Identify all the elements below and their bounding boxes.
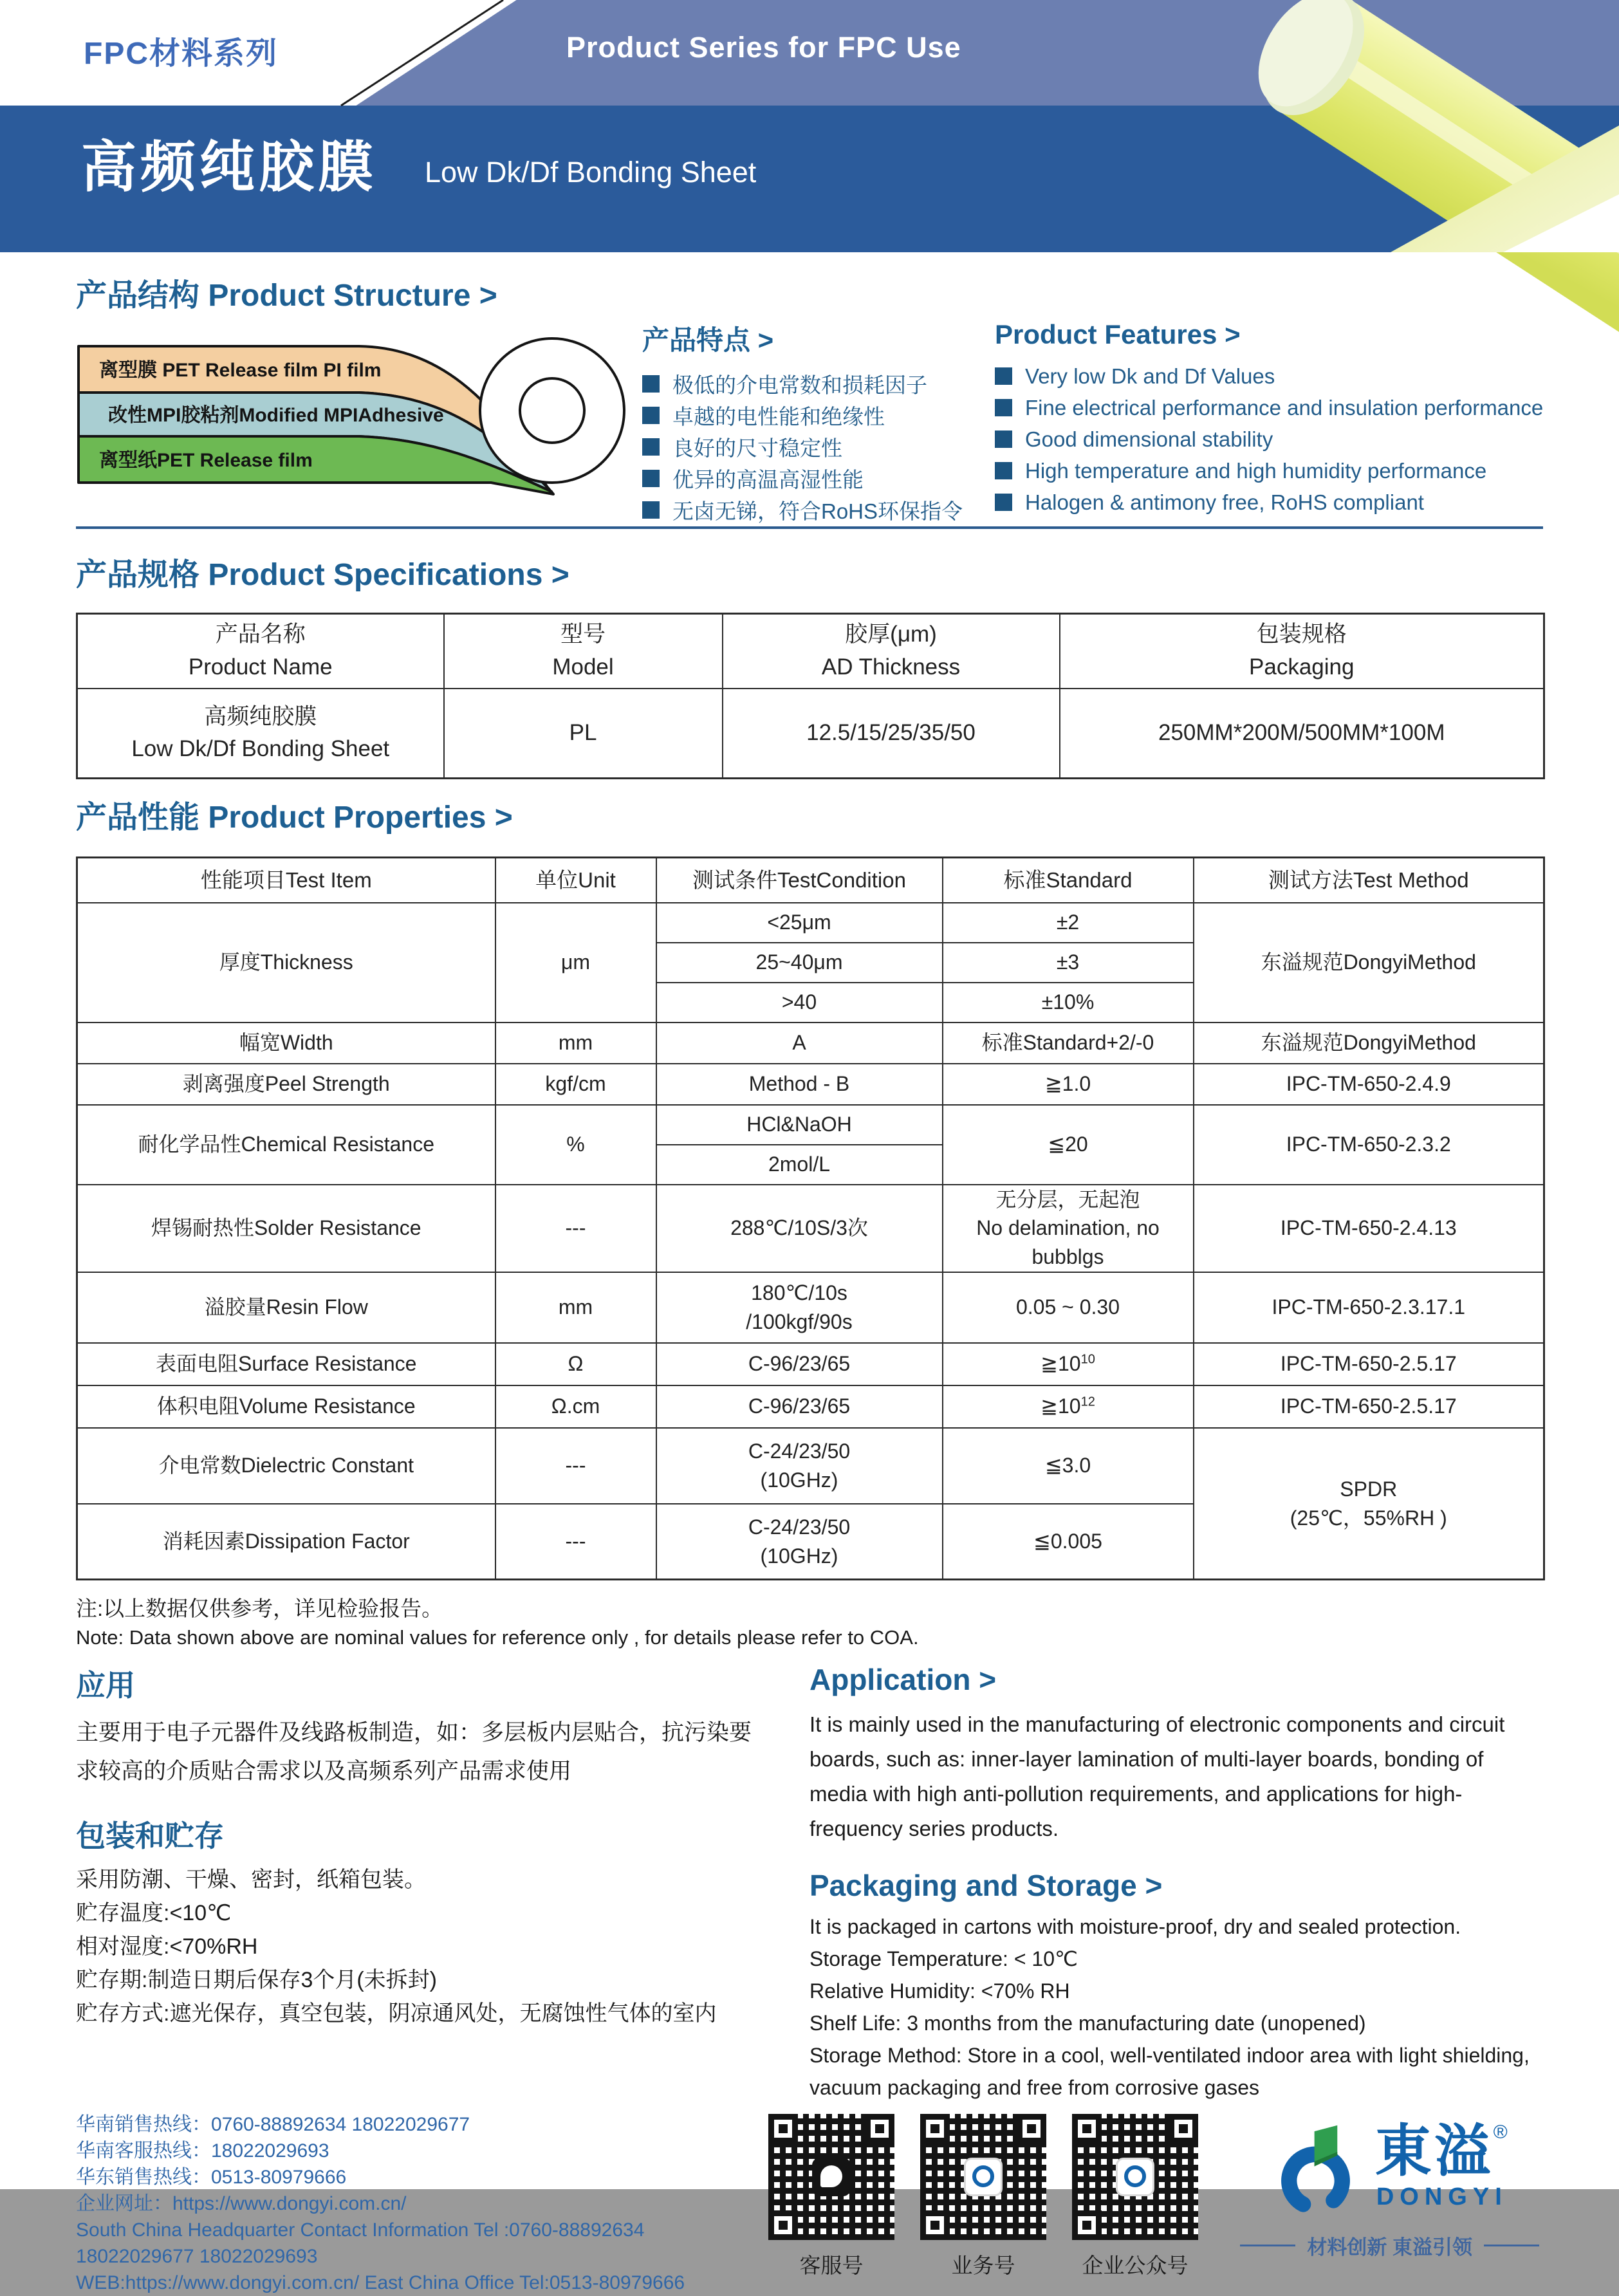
resin-cond-line2: /100kgf/90s xyxy=(746,1310,853,1333)
company-logo xyxy=(1240,2111,1543,2260)
qr-code-image xyxy=(768,2114,894,2240)
specifications-table xyxy=(76,613,1545,779)
cell-surface-item: 表面电阻Surface Resistance xyxy=(77,1343,495,1385)
cell-chemical-std: ≦20 xyxy=(943,1105,1194,1185)
page-title-cn: 高频纯胶膜 xyxy=(81,136,377,198)
application-heading-en: Application > xyxy=(810,1663,997,1697)
wechat-icon xyxy=(812,2158,851,2196)
feature-item xyxy=(642,463,990,494)
cell-solder-method: IPC-TM-650-2.4.13 xyxy=(1194,1185,1544,1272)
layer-label-adhesive: 改性MPI胶粘剂Modified MPIAdhesive xyxy=(108,405,444,426)
cell-resin-method: IPC-TM-650-2.3.17.1 xyxy=(1194,1272,1544,1343)
cell-chemical-unit: % xyxy=(495,1105,656,1185)
storage-line: Storage Method: Store in a cool, well-ventilated indoor area with light shielding, vacuum packaging and free from corrosive gases xyxy=(810,2044,1530,2100)
cell-volume-item: 体积电阻Volume Resistance xyxy=(77,1385,495,1428)
cell-peel-method: IPC-TM-650-2.4.9 xyxy=(1194,1064,1544,1105)
cell-peel-unit: kgf/cm xyxy=(495,1064,656,1105)
props-col-standard: 标准Standard xyxy=(943,858,1194,903)
qr-official-account xyxy=(1072,2114,1198,2279)
layer-label-release-paper: 离型纸PET Release film xyxy=(99,450,313,471)
bullet-square-icon xyxy=(642,407,660,424)
contact-line: 华南销售热线：0760-88892634 18022029677 xyxy=(76,2114,470,2136)
storage-line: Storage Temperature: < 10℃ xyxy=(810,1947,1078,1971)
spec-value-en: Low Dk/Df Bonding Sheet xyxy=(131,736,390,762)
features-cn-block xyxy=(642,319,990,526)
contact-info xyxy=(76,2111,764,2296)
feature-text: 极低的介电常数和损耗因子 xyxy=(672,373,927,397)
cell-chemical-cond1: HCl&NaOH xyxy=(656,1105,943,1145)
props-col-test-item: 性能项目Test Item xyxy=(77,858,495,903)
qr-finder-icon xyxy=(1017,2114,1046,2143)
cell-thickness-item: 厚度Thickness xyxy=(77,903,495,1023)
dielectric-cond-line2: (10GHz) xyxy=(760,1468,838,1492)
storage-line: Shelf Life: 3 months from the manufacturing date (unopened) xyxy=(810,2012,1366,2035)
layer-label-release-film: 离型膜 PET Release film PI film xyxy=(99,360,382,381)
surface-std-base: ≧10 xyxy=(1041,1352,1081,1376)
application-body-cn: 主要用于电子元器件及线路板制造，如：多层板内层贴合，抗污染要求较高的介质贴合需求以及高频系列产品需求使用 xyxy=(76,1720,752,1784)
qr-label: 企业公众号 xyxy=(1082,2254,1189,2278)
spec-cell-product-name xyxy=(77,689,444,779)
spec-cell-model: PL xyxy=(444,689,723,779)
cell-width-item: 幅宽Width xyxy=(77,1023,495,1064)
storage-line: 采用防潮、干燥、密封，纸箱包装。 xyxy=(76,1867,426,1893)
spec-col-model xyxy=(444,614,723,689)
logo-text xyxy=(1374,2119,1508,2211)
cell-chemical-cond2: 2mol/L xyxy=(656,1145,943,1185)
section-heading-properties: 产品性能 Product Properties > xyxy=(76,801,513,835)
footer xyxy=(76,2111,1543,2296)
cell-surface-unit: Ω xyxy=(495,1343,656,1385)
volume-std-exponent: 12 xyxy=(1080,1394,1095,1409)
cell-surface-std xyxy=(943,1343,1194,1385)
cell-dissipation-item: 消耗因素Dissipation Factor xyxy=(77,1504,495,1580)
cell-surface-method: IPC-TM-650-2.5.17 xyxy=(1194,1343,1544,1385)
cell-surface-cond: C-96/23/65 xyxy=(656,1343,943,1385)
features-list-cn xyxy=(642,368,990,526)
structure-and-features-row xyxy=(76,319,1544,523)
feature-item xyxy=(995,360,1548,392)
spec-cell-packaging: 250MM*200M/500MM*100M xyxy=(1060,689,1544,779)
spec-value-cn: 高频纯胶膜 xyxy=(204,703,317,729)
row-volume xyxy=(77,1385,1544,1428)
storage-lines-en xyxy=(810,1911,1543,2104)
resin-cond-line1: 180℃/10s xyxy=(751,1281,847,1305)
storage-lines-cn xyxy=(76,1863,771,2030)
qr-business xyxy=(920,2114,1046,2279)
cell-width-cond: A xyxy=(656,1023,943,1064)
spec-col-packaging xyxy=(1060,614,1544,689)
storage-line: Relative Humidity: <70% RH xyxy=(810,1979,1070,2003)
cell-dissipation-cond xyxy=(656,1504,943,1580)
feature-item xyxy=(995,423,1548,455)
spdr-line1: SPDR xyxy=(1340,1477,1398,1501)
application-storage-section xyxy=(76,1662,1543,2104)
logo-mini-icon xyxy=(1124,2165,1146,2187)
tagline-text: 材料创新 東溢引领 xyxy=(1307,2236,1472,2259)
qr-finder-icon xyxy=(1072,2210,1102,2240)
logo-name-en: DONGYI xyxy=(1376,2183,1508,2211)
film-roll-image xyxy=(1207,0,1619,252)
layer-structure-diagram xyxy=(76,333,655,502)
spec-col-en: Product Name xyxy=(188,654,333,680)
cell-thickness-unit: μm xyxy=(495,903,656,1023)
logo-cn-row xyxy=(1374,2119,1508,2183)
spec-col-cn: 产品名称 xyxy=(215,622,306,647)
feature-text: 卓越的电性能和绝缘性 xyxy=(672,405,885,429)
cell-width-unit: mm xyxy=(495,1023,656,1064)
features-list-en xyxy=(995,360,1548,518)
logo-tagline-row xyxy=(1240,2231,1539,2260)
cell-chemical-method: IPC-TM-650-2.3.2 xyxy=(1194,1105,1544,1185)
cell-volume-unit: Ω.cm xyxy=(495,1385,656,1428)
cell-dielectric-unit: --- xyxy=(495,1428,656,1504)
feature-text: Halogen & antimony free, RoHS compliant xyxy=(1025,490,1424,514)
solder-std-line2: No delamination, no bubblgs xyxy=(976,1216,1160,1269)
note-en: Note: Data shown above are nominal values for reference only , for details please refer to COA. xyxy=(76,1626,919,1649)
spec-col-cn: 型号 xyxy=(560,622,606,647)
feature-item xyxy=(995,455,1548,486)
features-heading-cn: 产品特点 > xyxy=(642,325,774,355)
qr-code-group xyxy=(768,2111,1198,2279)
spec-col-cn: 包装规格 xyxy=(1256,622,1347,647)
contact-line: WEB:https://www.dongyi.com.cn/ East China Office Tel:0513-80979666 xyxy=(76,2272,685,2294)
surface-std-exponent: 10 xyxy=(1080,1352,1095,1367)
qr-code-image xyxy=(920,2114,1046,2240)
application-heading-cn: 应用 xyxy=(76,1669,135,1703)
row-solder xyxy=(77,1185,1544,1272)
props-col-condition: 测试条件TestCondition xyxy=(656,858,943,903)
contact-line: 华南客服热线：18022029693 xyxy=(76,2140,329,2162)
left-column-cn xyxy=(76,1662,771,2104)
row-width xyxy=(77,1023,1544,1064)
cell-thickness-cond2: 25~40μm xyxy=(656,943,943,983)
tagline-line-right xyxy=(1484,2245,1539,2246)
spec-cell-thickness: 12.5/15/25/35/50 xyxy=(723,689,1060,779)
right-column-en xyxy=(810,1662,1543,2104)
storage-line: It is packaged in cartons with moisture-proof, dry and sealed protection. xyxy=(810,1915,1461,1939)
cell-chemical-item: 耐化学品性Chemical Resistance xyxy=(77,1105,495,1185)
qr-finder-icon xyxy=(768,2114,798,2143)
bullet-square-icon xyxy=(642,375,660,393)
feature-item xyxy=(995,486,1548,518)
note-cn: 注:以上数据仅供参考，详见检验报告。 xyxy=(76,1597,443,1621)
props-header-row xyxy=(77,858,1544,903)
bullet-square-icon xyxy=(642,501,660,519)
features-en-block xyxy=(995,319,1548,518)
cell-thickness-std2: ±3 xyxy=(943,943,1194,983)
props-col-unit: 单位Unit xyxy=(495,858,656,903)
feature-text: High temperature and high humidity performance xyxy=(1025,458,1487,483)
section-divider-line xyxy=(76,526,1543,529)
feature-item xyxy=(642,400,990,431)
feature-text: Very low Dk and Df Values xyxy=(1025,364,1275,388)
cell-width-method: 东溢规范DongyiMethod xyxy=(1194,1023,1544,1064)
dielectric-cond-line1: C-24/23/50 xyxy=(748,1440,851,1463)
spec-col-en: Model xyxy=(552,654,614,680)
bullet-square-icon xyxy=(642,470,660,487)
qr-finder-icon xyxy=(920,2210,950,2240)
application-body-en: It is mainly used in the manufacturing of electronic components and circuit boards, such as: inner-layer lamination of multi-layer boards, bonding of media with high anti-pollution requirements, and applications for high-frequency series products. xyxy=(810,1712,1505,1841)
qr-customer-service xyxy=(768,2114,894,2279)
feature-text: Good dimensional stability xyxy=(1025,427,1273,451)
dongyi-logo-badge-icon xyxy=(1116,2158,1154,2196)
qr-code-image xyxy=(1072,2114,1198,2240)
spec-col-en: Packaging xyxy=(1249,654,1355,680)
cell-solder-std xyxy=(943,1185,1194,1272)
spdr-line2: (25℃，55%RH ) xyxy=(1290,1506,1447,1530)
section-heading-specifications: 产品规格 Product Specifications > xyxy=(76,558,569,592)
spec-header-row xyxy=(77,614,1544,689)
bullet-square-icon xyxy=(995,494,1012,511)
bullet-square-icon xyxy=(995,462,1012,479)
props-col-method: 测试方法Test Method xyxy=(1194,858,1544,903)
cell-dielectric-item: 介电常数Dielectric Constant xyxy=(77,1428,495,1504)
feature-text: Fine electrical performance and insulation performance xyxy=(1025,395,1544,420)
registered-mark-icon: ® xyxy=(1493,2122,1508,2143)
contact-line: South China Headquarter Contact Information Tel :0760-88892634 18022029677 18022029693 xyxy=(76,2219,645,2268)
cell-dielectric-std: ≦3.0 xyxy=(943,1428,1194,1504)
row-chemical-1 xyxy=(77,1105,1544,1145)
feature-item xyxy=(642,431,990,463)
cell-thickness-std1: ±2 xyxy=(943,903,1194,943)
header-banner xyxy=(0,0,1619,252)
solder-std-line1: 无分层，无起泡 xyxy=(995,1187,1140,1211)
spec-data-row xyxy=(77,689,1544,779)
bullet-square-icon xyxy=(995,399,1012,416)
row-thickness-1 xyxy=(77,903,1544,943)
logo-name-cn: 東溢 xyxy=(1374,2119,1494,2183)
series-title-en: Product Series for FPC Use xyxy=(566,31,961,64)
contact-line: 华东销售热线：0513-80979666 xyxy=(76,2167,347,2189)
cell-peel-std: ≧1.0 xyxy=(943,1064,1194,1105)
bullet-square-icon xyxy=(642,438,660,456)
dongyi-mark-icon xyxy=(1272,2123,1369,2219)
cell-thickness-std3: ±10% xyxy=(943,983,1194,1023)
qr-finder-icon xyxy=(920,2114,950,2143)
qr-finder-icon xyxy=(1169,2114,1198,2143)
storage-heading-en: Packaging and Storage > xyxy=(810,1869,1163,1903)
roll-core-circle xyxy=(520,378,584,443)
table-notes xyxy=(76,1592,1543,1649)
bullet-square-icon xyxy=(995,430,1012,448)
cell-volume-std xyxy=(943,1385,1194,1428)
row-surface xyxy=(77,1343,1544,1385)
row-dielectric xyxy=(77,1428,1544,1504)
volume-std-base: ≧10 xyxy=(1041,1394,1081,1418)
series-title-cn: FPC材料系列 xyxy=(84,37,279,71)
storage-line: 贮存温度:<10℃ xyxy=(76,1901,232,1926)
dissipation-cond-line1: C-24/23/50 xyxy=(748,1515,851,1539)
contact-line-website: 企业网址：https://www.dongyi.com.cn/ xyxy=(76,2193,407,2215)
cell-thickness-cond1: <25μm xyxy=(656,903,943,943)
cell-peel-cond: Method - B xyxy=(656,1064,943,1105)
cell-resin-unit: mm xyxy=(495,1272,656,1343)
dissipation-cond-line2: (10GHz) xyxy=(760,1544,838,1568)
feature-text: 良好的尺寸稳定性 xyxy=(672,436,842,460)
feature-text: 优异的高温高湿性能 xyxy=(672,468,864,492)
cell-resin-cond xyxy=(656,1272,943,1343)
cell-solder-item: 焊锡耐热性Solder Resistance xyxy=(77,1185,495,1272)
row-peel xyxy=(77,1064,1544,1105)
tagline-line-left xyxy=(1240,2245,1295,2246)
properties-table xyxy=(76,856,1545,1580)
cell-volume-cond: C-96/23/65 xyxy=(656,1385,943,1428)
storage-heading-cn: 包装和贮存 xyxy=(76,1819,224,1853)
cell-solder-cond: 288℃/10S/3次 xyxy=(656,1185,943,1272)
qr-label: 客服号 xyxy=(799,2254,864,2278)
section-heading-structure: 产品结构 Product Structure > xyxy=(76,279,497,313)
logo-lockup xyxy=(1272,2119,1508,2219)
logo-mini-icon xyxy=(972,2165,994,2187)
storage-line: 贮存期:制造日期后保存3个月(未拆封) xyxy=(76,1968,437,1993)
qr-finder-icon xyxy=(865,2114,894,2143)
cell-peel-item: 剥离强度Peel Strength xyxy=(77,1064,495,1105)
spec-col-product-name xyxy=(77,614,444,689)
feature-item xyxy=(642,494,990,526)
spec-col-en: AD Thickness xyxy=(821,654,961,680)
cell-resin-item: 溢胶量Resin Flow xyxy=(77,1272,495,1343)
wechat-bubble-icon xyxy=(820,2165,842,2187)
cell-dielectric-cond xyxy=(656,1428,943,1504)
cell-resin-std: 0.05 ~ 0.30 xyxy=(943,1272,1194,1343)
cell-spdr-method xyxy=(1194,1428,1544,1580)
feature-item xyxy=(995,392,1548,423)
feature-item xyxy=(642,368,990,400)
cell-dissipation-unit: --- xyxy=(495,1504,656,1580)
cell-thickness-cond3: >40 xyxy=(656,983,943,1023)
dongyi-logo-badge-icon xyxy=(964,2158,1003,2196)
cell-solder-unit: --- xyxy=(495,1185,656,1272)
row-resin xyxy=(77,1272,1544,1343)
storage-line: 相对湿度:<70%RH xyxy=(76,1934,258,1959)
qr-label: 业务号 xyxy=(951,2254,1015,2278)
bullet-square-icon xyxy=(995,367,1012,385)
cell-thickness-method: 东溢规范DongyiMethod xyxy=(1194,903,1544,1023)
cell-volume-method: IPC-TM-650-2.5.17 xyxy=(1194,1385,1544,1428)
qr-finder-icon xyxy=(1072,2114,1102,2143)
cell-dissipation-std: ≦0.005 xyxy=(943,1504,1194,1580)
qr-finder-icon xyxy=(768,2210,798,2240)
main-content xyxy=(0,277,1619,2296)
spec-col-thickness xyxy=(723,614,1060,689)
features-heading-en: Product Features > xyxy=(995,319,1241,349)
spec-col-cn: 胶厚(μm) xyxy=(845,622,937,647)
storage-line: 贮存方式:遮光保存，真空包装，阴凉通风处，无腐蚀性气体的室内 xyxy=(76,2001,717,2026)
page-title-en: Low Dk/Df Bonding Sheet xyxy=(425,156,757,189)
cell-width-std: 标准Standard+2/-0 xyxy=(943,1023,1194,1064)
feature-text: 无卤无锑，符合RoHS环保指令 xyxy=(672,499,963,523)
